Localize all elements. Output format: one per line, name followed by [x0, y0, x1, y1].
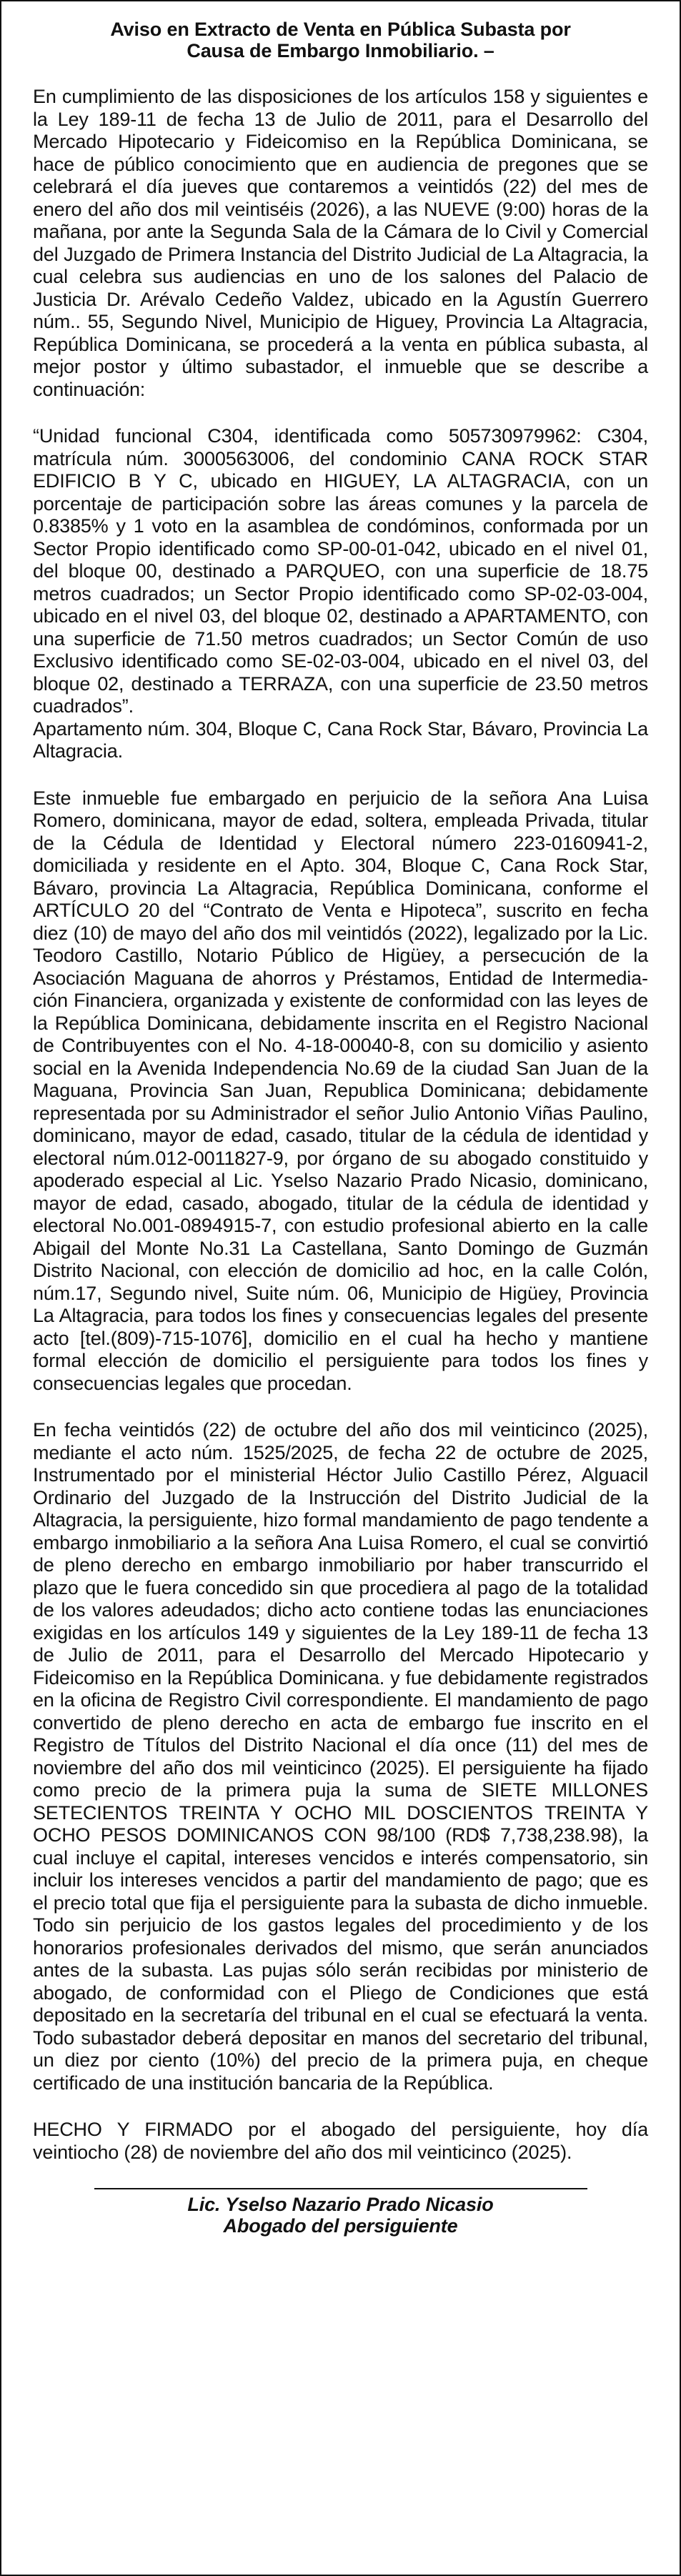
- property-description: [33, 425, 648, 763]
- signature-block: [33, 2194, 648, 2237]
- signature-line: [94, 2188, 587, 2189]
- paragraph-auction-announcement: En cumplimiento de las disposiciones de los artículos 158 y siguientes e la Ley 189-11 de fecha 13 de Julio de 2011, para el Desarrollo del Mercado Hipotecario y Fideicomiso en la República Dominicana, se hace de público conocimiento que en audiencia de pregones que se celebrará el día jueves que contaremos a veintidós (22) del mes de enero del año dos mil veintiséis (2026), a las NUEVE (9:00) horas de la mañana, por ante la Segunda Sala de la Cámara de lo Civil y Comercial del Juzgado de Primera Instancia del Distrito Judicial de La Altagracia, la cual celebra sus audiencias en uno de los salones del Palacio de Justicia Dr. Arévalo Cedeño Valdez, ubicado en la Agustín Guerrero núm.. 55, Segundo Nivel, Municipio de Higuey, Provincia La Altagracia, República Dominicana, se procederá a la venta en pública subasta, al mejor postor y último subastador, el inmueble que se describe a continuación:: [33, 86, 648, 400]
- paragraph-unit-description: “Unidad funcional C304, identificada como 505730979962: C304, matrícula núm. 3000563006, del condominio CANA ROCK STAR EDIFICIO B Y C, ubicado en HIGUEY, LA ALTAGRACIA, con un porcentaje de participación sobre las áreas comunes y la parcela de 0.8385% y 1 voto en la asamblea de condóminos, conformada por un Sector Propio identificado como SP-00-01-042, ubicado en el nivel 01, del bloque 00, destinado a PARQUEO, con una superficie de 18.75 metros cuadrados; un Sector Propio identificado como SP-02-03-004, ubicado en el nivel 03, del bloque 02, destinado a APARTAMENTO, con una superficie de 71.50 metros cuadrados; un Sector Común de uso Exclusivo identificado como SE-02-03-004, ubicado en el nivel 03, del bloque 02, destinado a TERRAZA, con una superficie de 23.50 metros cuadrados”.: [33, 425, 648, 717]
- signer-role: Abogado del persiguiente: [223, 2215, 458, 2237]
- title-line-1: Aviso en Extracto de Venta en Pública Subasta por: [110, 19, 571, 40]
- paragraph-seizure-details: Este inmueble fue embargado en perjuicio de la señora Ana Luisa Romero, dominicana, mayor de edad, soltera, empleada Privada, titular de la Cédula de Identidad y Electoral número 223-0160941-2, domiciliada y residente en el Apto. 304, Bloque C, Cana Rock Star, Bávaro, provincia La Altagracia, República Dominicana, conforme el ARTÍCULO 20 del “Contrato de Venta e Hipoteca”, suscrito en fecha diez (10) de mayo del año dos mil veintidós (2022), legalizado por la Lic. Teodoro Castillo, Notario Público de Higüey, a persecución de la Asociación Maguana de ahorros y Préstamos, Entidad de Intermediación Financiera, organizada y existente de conformidad con las leyes de la República Dominicana, debidamente inscrita en el Registro Nacional de Contribuyentes con el No. 4-18-00040-8, con su domicilio y asiento social en la Avenida Independencia No.69 de la ciudad San Juan de la Maguana, Provincia San Juan, Republica Dominicana; debidamente representada por su Administrador el señor Julio Antonio Viñas Paulino, dominicano, mayor de edad, casado, titular de la cédula de identidad y electoral núm.012-0011827-9, por órgano de su abogado constituido y apoderado especial al Lic. Yselso Nazario Prado Nicasio, dominicano, mayor de edad, casado, abogado, titular de la cédula de identidad y electoral No.001-0894915-7, con estudio profesional abierto en la calle Abigail del Monte No.31 La Castellana, Santo Domingo de Guzmán Distrito Nacional, con elección de domicilio ad hoc, en la calle Colón, núm.17, Segundo nivel, Suite núm. 06, Municipio de Higüey, Provincia La Altagracia, para todos los fines y consecuencias legales del presente acto [tel.(809)-715-1076], domicilio en el cual ha hecho y mantiene formal elección de domicilio el persiguiente para todos los fines y consecuencias legales que procedan.: [33, 787, 648, 1394]
- paragraph-signed-statement: HECHO Y FIRMADO por el abogado del persiguiente, hoy día veintiocho (28) de noviembre del año dos mil veinticinco (2025).: [33, 2119, 648, 2163]
- notice-title: [33, 19, 648, 61]
- paragraph-payment-order: En fecha veintidós (22) de octubre del año dos mil veinticinco (2025), mediante el acto núm. 1525/2025, de fecha 22 de octubre de 2025, Instrumentado por el ministerial Héctor Julio Castillo Pérez, Alguacil Ordinario del Juzgado de la Instrucción del Distrito Judicial de la Altagracia, la persiguiente, hizo formal mandamiento de pago tendente a embargo inmobiliario a la señora Ana Luisa Romero, el cual se convirtió de pleno derecho en embargo inmobiliario por haber transcurrido el plazo que le fuera concedido sin que procediera al pago de la totalidad de los valores adeudados; dicho acto contiene todas las enunciaciones exigidas en los artículos 149 y siguientes de la Ley 189-11 de fecha 13 de Julio de 2011, para el Desarrollo del Mercado Hipotecario y Fideicomiso en la República Dominicana. y fue debidamente registrados en la oficina de Registro Civil correspondiente. El mandamiento de pago convertido de pleno derecho en acta de embargo fue inscrito en el Registro de Títulos del Distrito Nacional el día once (11) del mes de noviembre del año dos mil veinticinco (2025). El persiguiente ha fijado como precio de la primera puja la suma de SIETE MILLONES SETECIENTOS TREINTA Y OCHO MIL DOSCIENTOS TREINTA Y OCHO PESOS DOMINICANOS CON 98/100 (RD$ 7,738,238.98), la cual incluye el capital, intereses vencidos e interés compensatorio, sin incluir los intereses vencidos a partir del mandamiento de pago; que es el precio total que fija el persiguiente para la subasta de dicho inmueble. Todo sin perjuicio de los gastos legales del procedimiento y de los honorarios profesionales derivados del mismo, que serán anunciados antes de la subasta. Las pujas sólo serán recibidas por ministerio de abogado, de conformidad con el Pliego de Condiciones que está depositado en la secretaría del tribunal en el cual se efectuará la venta. Todo subastador deberá depositar en manos del secretario del tribunal, un diez por ciento (10%) del precio de la primera puja, en cheque certificado de una institución bancaria de la República.: [33, 1419, 648, 2094]
- signer-name: Lic. Yselso Nazario Prado Nicasio: [187, 2194, 494, 2215]
- title-line-2: Causa de Embargo Inmobiliario. –: [187, 40, 494, 61]
- paragraph-apartment-address: Apartamento núm. 304, Bloque C, Cana Rock Star, Bávaro, Provincia La Altagracia.: [33, 717, 648, 762]
